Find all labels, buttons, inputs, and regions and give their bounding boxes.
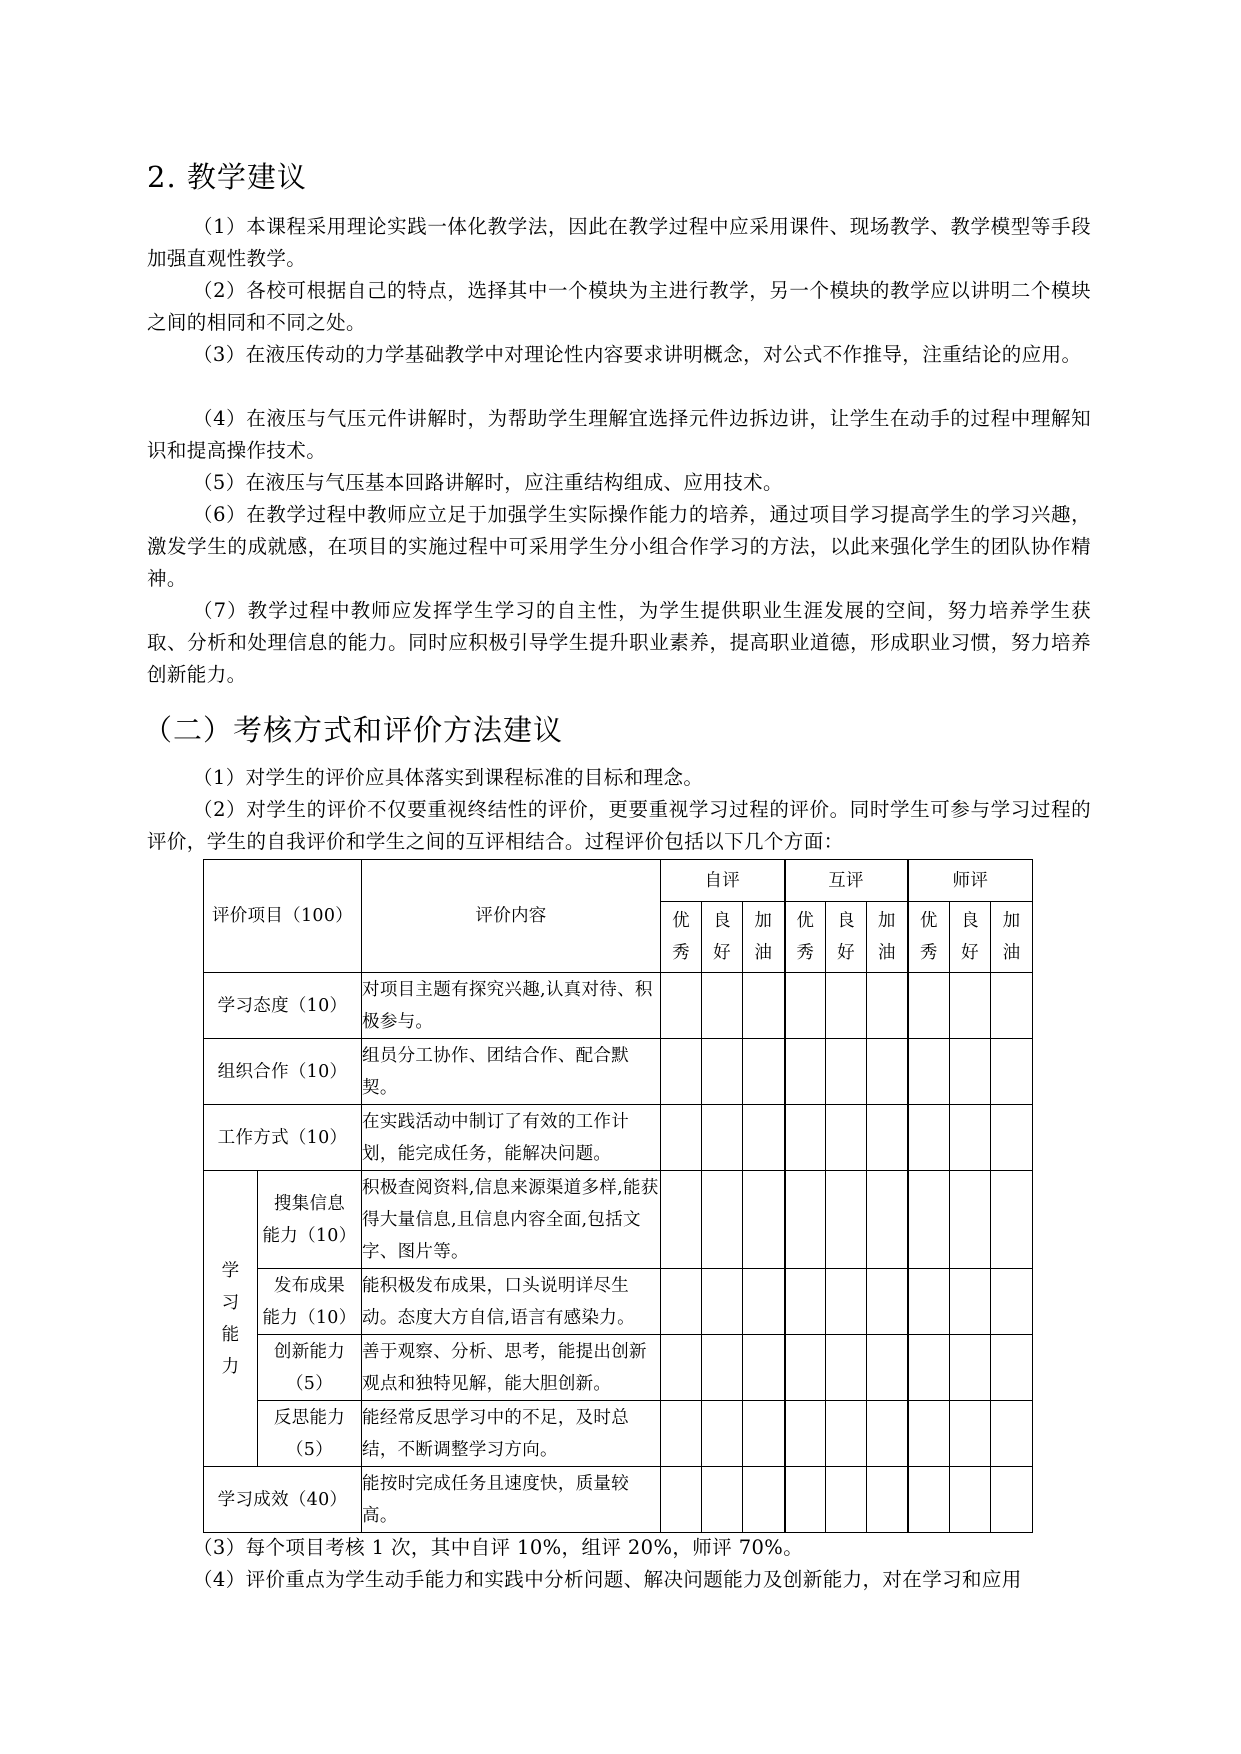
grade-header: 优 秀 (908, 902, 950, 973)
row-content-collect: 积极查阅资料,信息来源渠道多样,能获得大量信息,且信息内容全面,包括文字、图片等。 (362, 1171, 661, 1269)
row-content-cooperation: 组员分工协作、团结合作、配合默契。 (362, 1039, 661, 1105)
grade-header: 加 油 (867, 902, 908, 973)
paragraph-assessment-4: （4）评价重点为学生动手能力和实践中分析问题、解决问题能力及创新能力，对在学习和应用 (193, 1568, 1022, 1591)
paragraph-assessment-1: （1）对学生的评价应具体落实到课程标准的目标和理念。 (193, 766, 704, 789)
grade-header: 优 秀 (785, 902, 826, 973)
row-content-publish: 能积极发布成果，口头说明详尽生动。态度大方自信,语言有感染力。 (362, 1269, 661, 1335)
table-row (204, 1039, 1033, 1105)
header-group-teacher: 师评 (908, 860, 1033, 902)
paragraph-teaching-7: （7）教学过程中教师应发挥学生学习的自主性，为学生提供职业生涯发展的空间，努力培养学生获取、分析和处理信息的能力。同时应积极引导学生提升职业素养，提高职业道德，形成职业习惯，努力培养创新能力。 (147, 599, 1091, 686)
paragraph-teaching-2: （2）各校可根据自己的特点，选择其中一个模块为主进行教学，另一个模块的教学应以讲明二个模块之间的相同和不同之处。 (147, 279, 1091, 334)
header-group-self: 自评 (661, 860, 785, 902)
grade-header: 良 好 (702, 902, 743, 973)
grade-header: 优 秀 (661, 902, 702, 973)
table-row (204, 1105, 1033, 1171)
header-content: 评价内容 (362, 860, 661, 973)
paragraph-teaching-4: （4）在液压与气压元件讲解时，为帮助学生理解宜选择元件边拆边讲，让学生在动手的过程中理解知识和提高操作技术。 (147, 407, 1091, 462)
table-row (204, 1467, 1033, 1533)
row-item-work: 工作方式（10） (204, 1105, 362, 1171)
evaluation-table (203, 859, 1033, 1533)
paragraph-teaching-3: （3）在液压传动的力学基础教学中对理论性内容要求讲明概念，对公式不作推导，注重结论的应用。 (193, 343, 1082, 366)
table-row (204, 973, 1033, 1039)
grade-header: 加 油 (743, 902, 785, 973)
paragraph-assessment-2: （2）对学生的评价不仅要重视终结性的评价，更要重视学习过程的评价。同时学生可参与学习过程的评价，学生的自我评价和学生之间的互评相结合。过程评价包括以下几个方面： (147, 798, 1091, 853)
table-row (204, 1171, 1033, 1269)
row-item-result: 学习成效（40） (204, 1467, 362, 1533)
table-row (204, 1335, 1033, 1401)
row-item-reflect: 反思能力 （5） (258, 1401, 362, 1467)
section-heading-teaching: 2. 教学建议 (147, 160, 307, 194)
row-item-collect: 搜集信息 能力（10） (258, 1171, 362, 1269)
table-header-row-1 (204, 860, 1033, 902)
paragraph-teaching-6: （6）在教学过程中教师应立足于加强学生实际操作能力的培养，通过项目学习提高学生的学习兴趣，激发学生的成就感，在项目的实施过程中可采用学生分小组合作学习的方法，以此来强化学生的团队协作精神。 (147, 503, 1091, 590)
paragraph-teaching-1: （1）本课程采用理论实践一体化教学法，因此在教学过程中应采用课件、现场教学、教学模型等手段加强直观性教学。 (147, 215, 1091, 270)
table-row (204, 1401, 1033, 1467)
row-content-attitude: 对项目主题有探究兴趣,认真对待、积极参与。 (362, 973, 661, 1039)
row-group-ability: 学 习 能 力 (204, 1171, 258, 1467)
row-item-publish: 发布成果 能力（10） (258, 1269, 362, 1335)
row-item-innovate: 创新能力 （5） (258, 1335, 362, 1401)
row-item-cooperation: 组织合作（10） (204, 1039, 362, 1105)
paragraph-teaching-5: （5）在液压与气压基本回路讲解时，应注重结构组成、应用技术。 (193, 471, 783, 494)
row-content-reflect: 能经常反思学习中的不足，及时总结，不断调整学习方向。 (362, 1401, 661, 1467)
header-item: 评价项目（100） (204, 860, 362, 973)
header-group-peer: 互评 (785, 860, 908, 902)
table-row (204, 1269, 1033, 1335)
row-content-work: 在实践活动中制订了有效的工作计划，能完成任务，能解决问题。 (362, 1105, 661, 1171)
grade-header: 良 好 (950, 902, 991, 973)
row-item-attitude: 学习态度（10） (204, 973, 362, 1039)
grade-header: 良 好 (826, 902, 867, 973)
row-content-result: 能按时完成任务且速度快，质量较高。 (362, 1467, 661, 1533)
row-content-innovate: 善于观察、分析、思考，能提出创新观点和独特见解，能大胆创新。 (362, 1335, 661, 1401)
grade-header: 加 油 (991, 902, 1033, 973)
paragraph-assessment-3: （3）每个项目考核 1 次，其中自评 10%，组评 20%，师评 70%。 (193, 1536, 804, 1559)
section-heading-assessment: （二）考核方式和评价方法建议 (143, 713, 564, 747)
